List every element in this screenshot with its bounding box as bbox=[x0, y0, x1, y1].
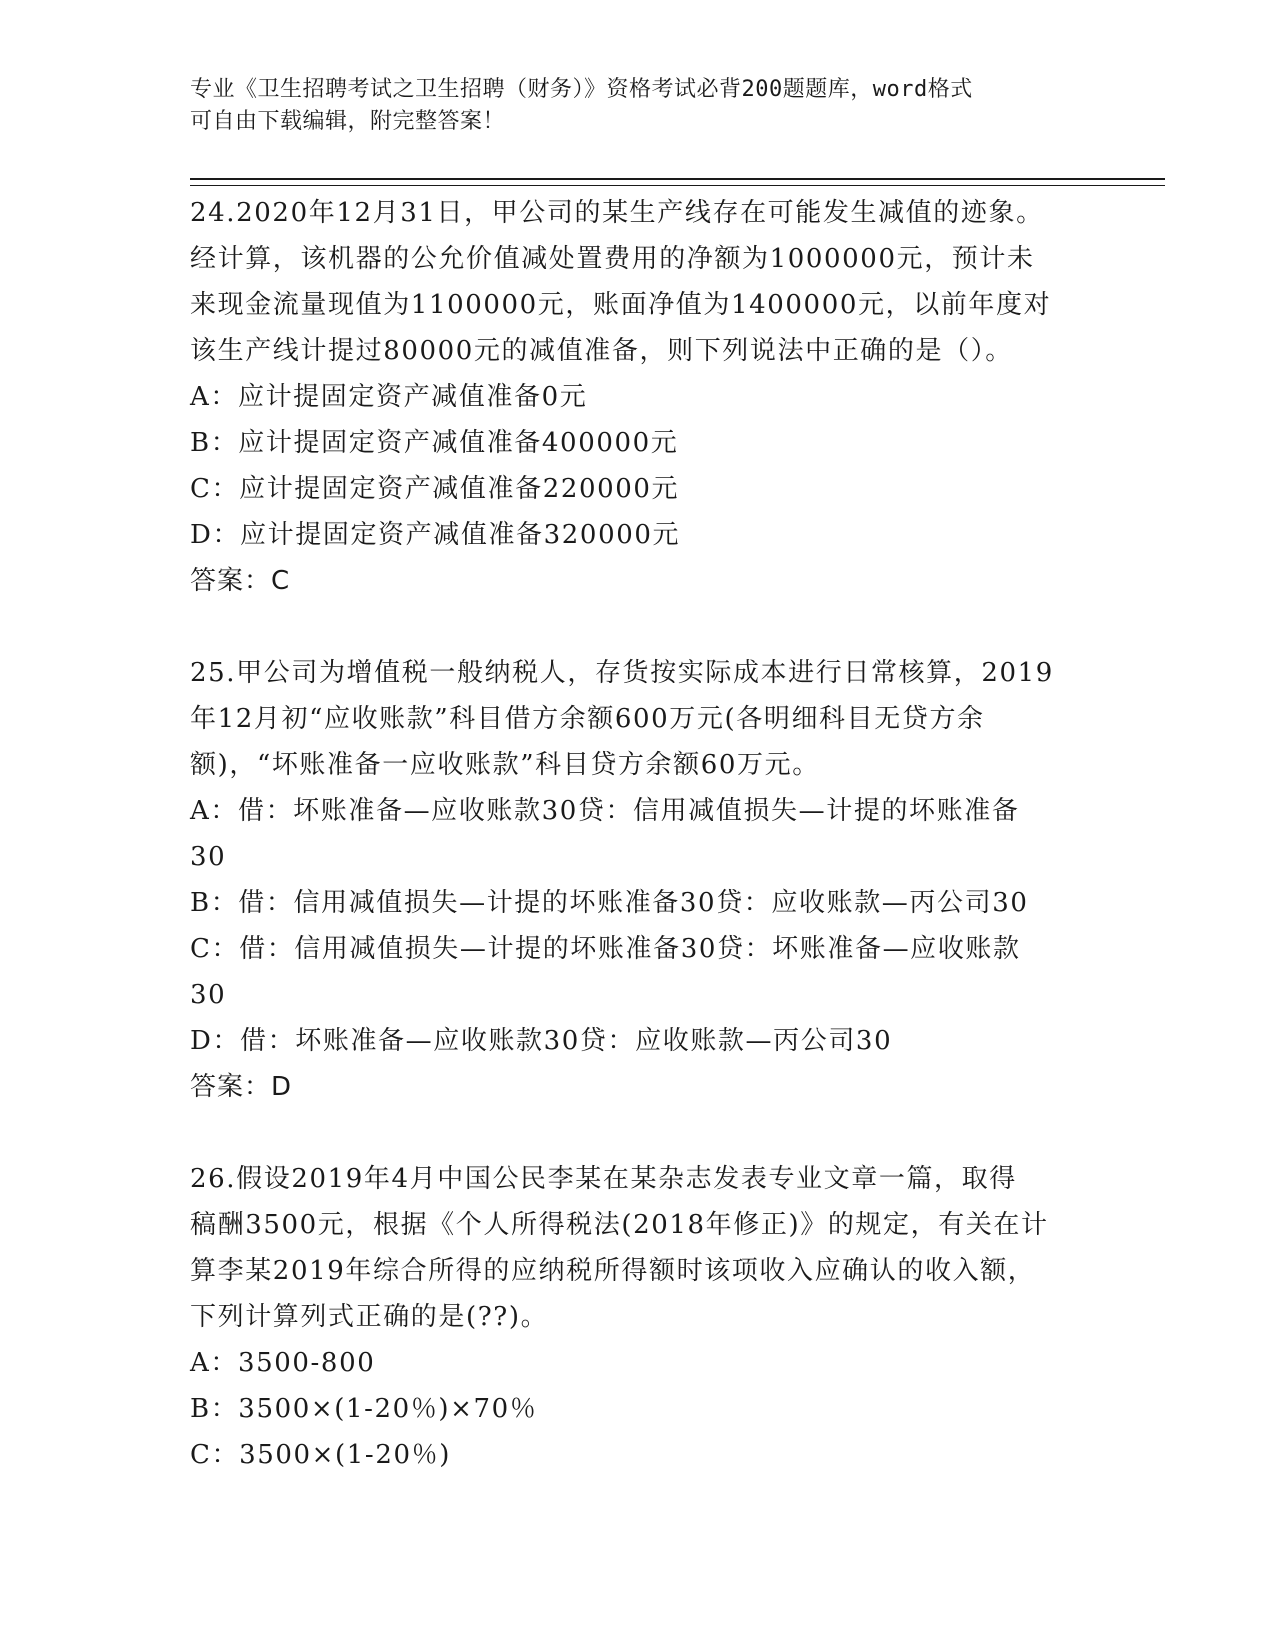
question-stem-line: 该生产线计提过80000元的减值准备，则下列说法中正确的是（）。 bbox=[190, 336, 1013, 366]
option-a-continued: 30 bbox=[190, 842, 227, 872]
question-spacer bbox=[190, 604, 1090, 650]
question-stem-line: 额)，“坏账准备一应收账款”科目贷方余额60万元。 bbox=[190, 750, 820, 780]
option-b: B：3500×(1-20％)×70％ bbox=[190, 1394, 538, 1424]
option-b: B：应计提固定资产减值准备400000元 bbox=[190, 428, 679, 458]
header-divider-thick bbox=[190, 178, 1165, 180]
document-header bbox=[190, 74, 1090, 138]
question-stem-line: 下列计算列式正确的是(??)。 bbox=[190, 1302, 549, 1332]
question-stem-line: 25.甲公司为增值税一般纳税人，存货按实际成本进行日常核算，2019 bbox=[190, 658, 1054, 688]
option-a: A：借：坏账准备—应收账款30贷：信用减值损失—计提的坏账准备 bbox=[190, 796, 1020, 826]
option-c-continued: 30 bbox=[190, 980, 227, 1010]
option-d: D：应计提固定资产减值准备320000元 bbox=[190, 520, 681, 550]
header-line-1: 专业《卫生招聘考试之卫生招聘（财务）》资格考试必背200题题库，word格式 bbox=[190, 77, 973, 102]
question-block-26 bbox=[190, 1156, 1090, 1478]
option-c: C：应计提固定资产减值准备220000元 bbox=[190, 474, 680, 504]
answer-line: 答案：D bbox=[190, 1072, 293, 1102]
question-stem-line: 年12月初“应收账款”科目借方余额600万元(各明细科目无贷方余 bbox=[190, 704, 985, 734]
option-c: C：借：信用减值损失—计提的坏账准备30贷：坏账准备—应收账款 bbox=[190, 934, 1021, 964]
question-stem-line: 来现金流量现值为1100000元，账面净值为1400000元，以前年度对 bbox=[190, 290, 1052, 320]
question-stem-line: 稿酬3500元，根据《个人所得税法(2018年修正)》的规定，有关在计 bbox=[190, 1210, 1049, 1240]
question-stem-line: 经计算，该机器的公允价值减处置费用的净额为1000000元，预计未 bbox=[190, 244, 1035, 274]
question-stem-line: 24.2020年12月31日，甲公司的某生产线存在可能发生减值的迹象。 bbox=[190, 198, 1044, 228]
header-divider-thin bbox=[190, 185, 1165, 186]
option-a: A：3500-800 bbox=[190, 1348, 376, 1378]
question-list bbox=[190, 190, 1090, 1478]
option-c: C：3500×(1-20％) bbox=[190, 1440, 451, 1470]
question-stem-line: 算李某2019年综合所得的应纳税所得额时该项收入应确认的收入额， bbox=[190, 1256, 1036, 1286]
option-b: B：借：信用减值损失—计提的坏账准备30贷：应收账款—丙公司30 bbox=[190, 888, 1029, 918]
header-line-2: 可自由下载编辑，附完整答案！ bbox=[190, 109, 506, 134]
answer-line: 答案：C bbox=[190, 566, 291, 596]
question-stem-line: 26.假设2019年4月中国公民李某在某杂志发表专业文章一篇，取得 bbox=[190, 1164, 1017, 1194]
question-spacer bbox=[190, 1110, 1090, 1156]
question-block-24 bbox=[190, 190, 1090, 604]
question-block-25 bbox=[190, 650, 1090, 1110]
option-a: A：应计提固定资产减值准备0元 bbox=[190, 382, 588, 412]
option-d: D：借：坏账准备—应收账款30贷：应收账款—丙公司30 bbox=[190, 1026, 893, 1056]
